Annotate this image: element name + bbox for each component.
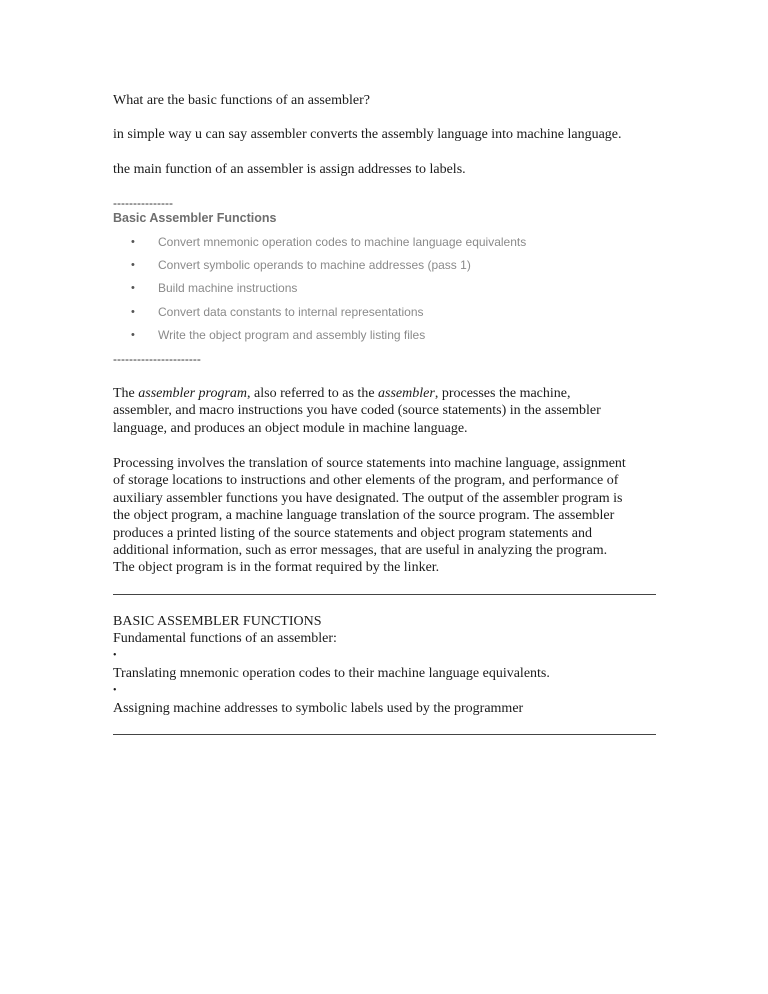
list-item: • Write the object program and assembly listing files [131,327,426,342]
bullet-icon: • [113,685,117,696]
functions-list [113,233,656,349]
question-text: What are the basic functions of an assembler? [113,93,370,108]
emphasis-assembler: assembler [378,386,435,401]
fundamental-item: Translating mnemonic operation codes to their machine language equivalents. [113,666,550,681]
bullet-icon: • [131,282,135,295]
separator-bottom: ---------------------- [113,352,201,366]
horizontal-rule [113,734,656,735]
answer-main: the main function of an assembler is assign addresses to labels. [113,162,466,177]
fundamental-item: Assigning machine addresses to symbolic labels used by the programmer [113,701,524,716]
section-heading: Basic Assembler Functions [113,211,277,225]
bullet-icon: • [131,328,135,341]
list-item: • Convert mnemonic operation codes to machine language equivalents [131,235,527,249]
paragraph-processing: Processing involves the translation of source statements into machine language, assignment of storage locations to instructions and other elements of the program, and performance of auxiliary assembler functions you have designated. The output of the assembler program is the object program, a machine language translation of the source program. The assembler produces a printed listing of the source statements and object program statements and additional information, such as error messages, that are useful in analyzing the program. The object program is in the format required by the linker. [113,456,626,576]
list-item: • Convert symbolic operands to machine addresses (pass 1) [131,258,471,273]
bullet-icon: • [131,236,135,248]
emphasis-assembler-program: assembler program [138,386,248,401]
paragraph-assembler-program: The assembler program, also referred to as the assembler, processes the machine, assembler, and macro instructions you have coded (source statements) in the assembler language, and produces an object module in machine language. [113,386,601,436]
bullet-icon: • [131,259,135,272]
bullet-icon: • [131,305,135,318]
horizontal-rule [113,594,656,595]
list-item: • Convert data constants to internal representations [131,304,424,319]
basic-functions-subheading: Fundamental functions of an assembler: [113,631,337,646]
bullet-icon: • [113,650,117,661]
separator-top: --------------- [113,196,173,210]
list-item: • Build machine instructions [131,281,298,296]
basic-functions-heading: BASIC ASSEMBLER FUNCTIONS [113,614,322,629]
answer-simple: in simple way u can say assembler converts the assembly language into machine language. [113,127,622,142]
